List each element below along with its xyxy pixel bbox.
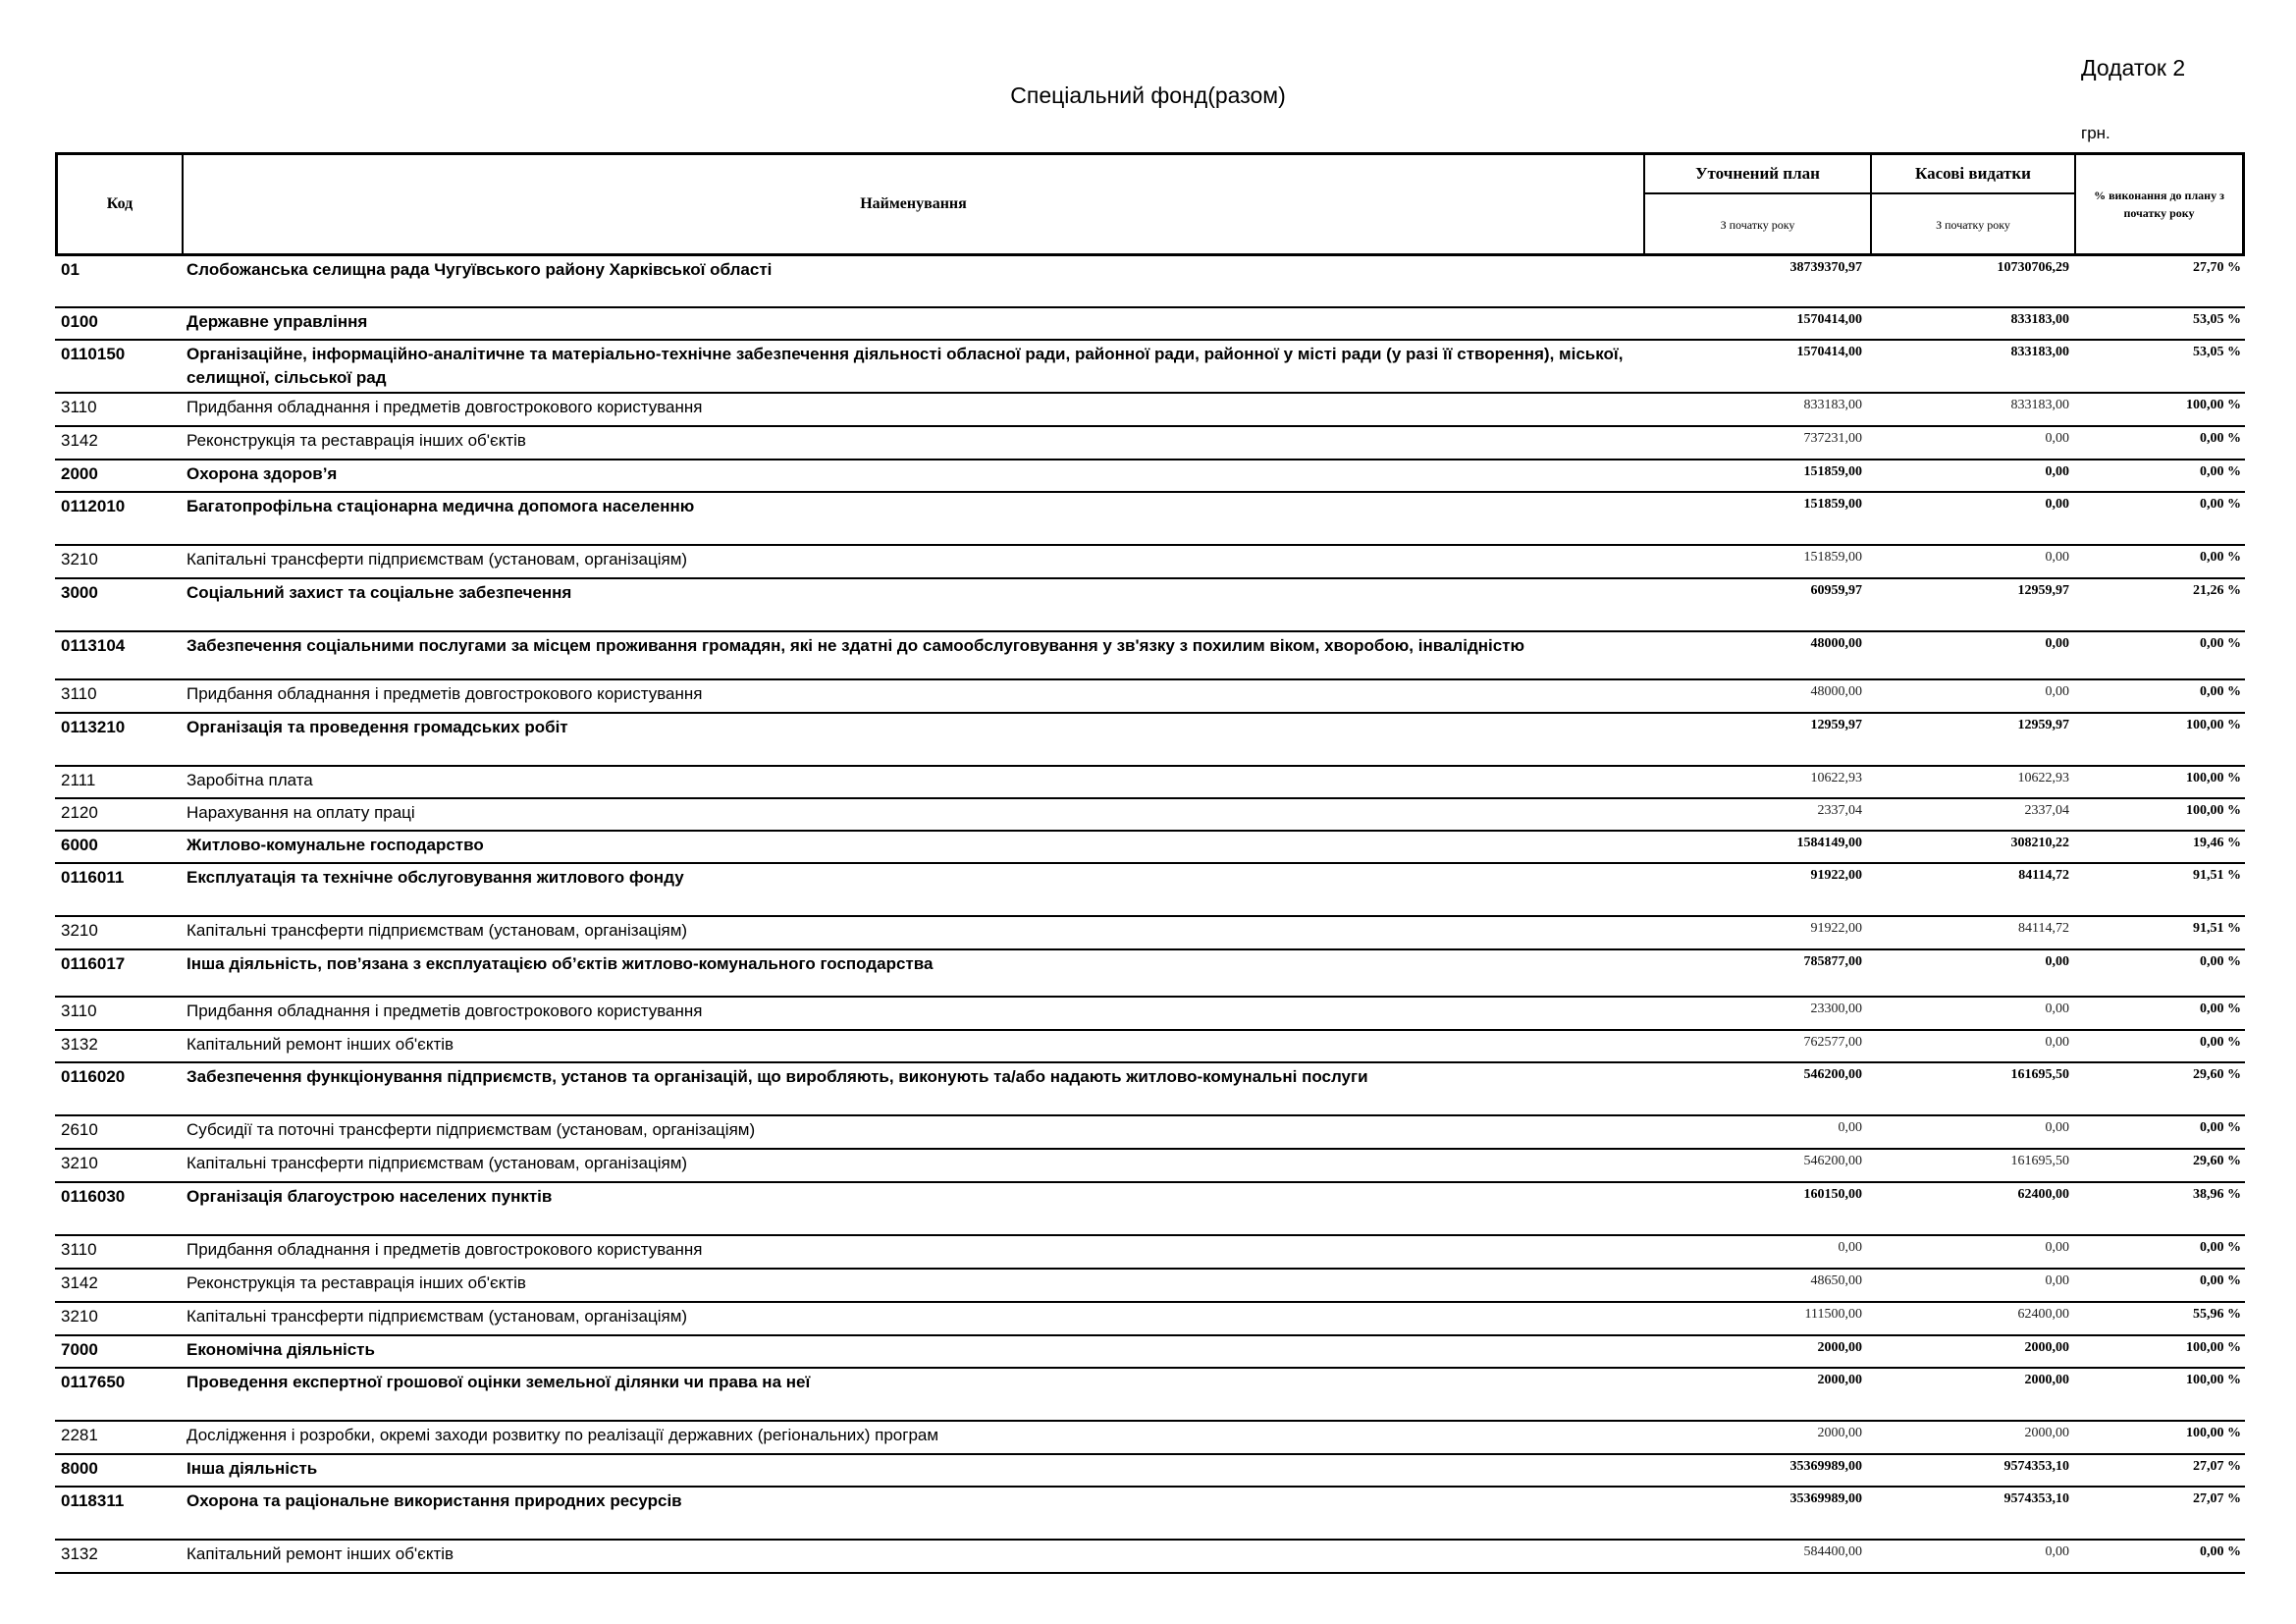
cell-plan: 2000,00 bbox=[1817, 1373, 1862, 1387]
cell-spent: 62400,00 bbox=[2017, 1307, 2069, 1322]
table-row bbox=[55, 1063, 2245, 1116]
cell-pct: 0,00 % bbox=[2200, 464, 2241, 479]
cell-plan: 151859,00 bbox=[1803, 550, 1862, 565]
cell-spent: 161695,50 bbox=[2010, 1154, 2069, 1168]
cell-name: Інша діяльність bbox=[187, 1459, 318, 1478]
cell-name: Забезпечення соціальними послугами за місцем проживання громадян, які не здатні до самообслуговування у зв'язку з похилим віком, хворобою, інвалідністю bbox=[187, 636, 1525, 655]
cell-name: Слобожанська селищна рада Чугуївського району Харківської області bbox=[187, 260, 773, 279]
cell-spent: 0,00 bbox=[2045, 954, 2069, 969]
cell-plan: 60959,97 bbox=[1810, 583, 1862, 598]
cell-name: Державне управління bbox=[187, 312, 368, 331]
cell-spent: 84114,72 bbox=[2018, 868, 2069, 883]
cell-spent: 2000,00 bbox=[2024, 1373, 2069, 1387]
cell-plan: 48000,00 bbox=[1810, 684, 1862, 699]
cell-code: 0116011 bbox=[61, 868, 125, 887]
cell-name: Багатопрофільна стаціонарна медична допомога населенню bbox=[187, 497, 695, 515]
cell-spent: 62400,00 bbox=[2017, 1187, 2069, 1202]
cell-pct: 100,00 % bbox=[2186, 1340, 2241, 1355]
cell-pct: 91,51 % bbox=[2193, 868, 2241, 883]
cell-name: Економічна діяльність bbox=[187, 1340, 375, 1359]
header-name: Найменування bbox=[184, 155, 1645, 253]
cell-pct: 0,00 % bbox=[2200, 1120, 2241, 1135]
table-row bbox=[55, 1541, 2245, 1574]
cell-plan: 23300,00 bbox=[1810, 1001, 1862, 1016]
cell-name: Організація та проведення громадських робіт bbox=[187, 718, 568, 736]
cell-spent: 0,00 bbox=[2045, 431, 2069, 446]
appendix-label: Додаток 2 bbox=[2081, 55, 2186, 81]
table-row bbox=[55, 864, 2245, 917]
cell-pct: 38,96 % bbox=[2193, 1187, 2241, 1202]
cell-code: 0116030 bbox=[61, 1187, 126, 1206]
cell-name: Капітальні трансферти підприємствам (установам, організаціям) bbox=[187, 1307, 688, 1326]
cell-pct: 19,46 % bbox=[2193, 836, 2241, 850]
cell-code: 2281 bbox=[61, 1426, 98, 1444]
cell-spent: 84114,72 bbox=[2018, 921, 2069, 936]
table-row bbox=[55, 394, 2245, 427]
table-row bbox=[55, 767, 2245, 799]
table-row bbox=[55, 1270, 2245, 1303]
cell-code: 0113210 bbox=[61, 718, 126, 736]
cell-plan: 151859,00 bbox=[1803, 497, 1862, 512]
table-row bbox=[55, 308, 2245, 341]
cell-plan: 584400,00 bbox=[1803, 1544, 1862, 1559]
cell-name: Соціальний захист та соціальне забезпечення bbox=[187, 583, 572, 602]
cell-pct: 0,00 % bbox=[2200, 1035, 2241, 1050]
cell-plan: 35369989,00 bbox=[1789, 1491, 1862, 1506]
table-row bbox=[55, 546, 2245, 579]
table-row bbox=[55, 579, 2245, 632]
cell-spent: 0,00 bbox=[2045, 636, 2069, 651]
cell-code: 3142 bbox=[61, 1273, 98, 1292]
cell-spent: 0,00 bbox=[2045, 550, 2069, 565]
table-row bbox=[55, 917, 2245, 950]
cell-pct: 0,00 % bbox=[2200, 1001, 2241, 1016]
cell-plan: 111500,00 bbox=[1804, 1307, 1862, 1322]
cell-pct: 29,60 % bbox=[2193, 1154, 2241, 1168]
cell-plan: 546200,00 bbox=[1803, 1154, 1862, 1168]
table-header bbox=[55, 152, 2245, 256]
cell-name: Експлуатація та технічне обслуговування житлового фонду bbox=[187, 868, 684, 887]
cell-spent: 12959,97 bbox=[2017, 583, 2069, 598]
table-row bbox=[55, 1488, 2245, 1541]
table-body bbox=[55, 256, 2245, 1574]
cell-spent: 2337,04 bbox=[2024, 803, 2069, 818]
cell-name: Житлово-комунальне господарство bbox=[187, 836, 484, 854]
cell-plan: 1584149,00 bbox=[1796, 836, 1862, 850]
cell-name: Проведення експертної грошової оцінки земельної ділянки чи права на неї bbox=[187, 1373, 811, 1391]
cell-name: Придбання обладнання і предметів довгострокового користування bbox=[187, 398, 703, 416]
table-row bbox=[55, 460, 2245, 493]
cell-code: 01 bbox=[61, 260, 80, 279]
cell-code: 3210 bbox=[61, 1307, 98, 1326]
cell-spent: 12959,97 bbox=[2017, 718, 2069, 732]
cell-plan: 762577,00 bbox=[1803, 1035, 1862, 1050]
cell-code: 2000 bbox=[61, 464, 98, 483]
table-row bbox=[55, 632, 2245, 680]
cell-pct: 0,00 % bbox=[2200, 1273, 2241, 1288]
table-row bbox=[55, 1236, 2245, 1270]
cell-pct: 55,96 % bbox=[2193, 1307, 2241, 1322]
cell-pct: 100,00 % bbox=[2186, 771, 2241, 785]
cell-name: Забезпечення функціонування підприємств, установ та організацій, що виробляють, виконують та/або надають житлово-комунальні послуги bbox=[187, 1067, 1368, 1086]
cell-pct: 53,05 % bbox=[2193, 312, 2241, 327]
cell-name: Організаційне, інформаційно-аналітичне та матеріально-технічне забезпечення діяльності обласної ради, районної ради, районної у місті ради (у разі її створення), міської, селищної, сільської рад bbox=[187, 345, 1624, 387]
cell-pct: 0,00 % bbox=[2200, 684, 2241, 699]
cell-name: Дослідження і розробки, окремі заходи розвитку по реалізації державних (регіональних) програм bbox=[187, 1426, 939, 1444]
cell-code: 3132 bbox=[61, 1035, 98, 1054]
cell-plan: 1570414,00 bbox=[1796, 345, 1862, 359]
cell-pct: 100,00 % bbox=[2186, 1426, 2241, 1440]
table-row bbox=[55, 714, 2245, 767]
cell-plan: 48000,00 bbox=[1810, 636, 1862, 651]
cell-code: 6000 bbox=[61, 836, 98, 854]
table-row bbox=[55, 1150, 2245, 1183]
cell-pct: 27,07 % bbox=[2193, 1459, 2241, 1474]
cell-spent: 10622,93 bbox=[2017, 771, 2069, 785]
cell-spent: 0,00 bbox=[2045, 684, 2069, 699]
cell-code: 0116020 bbox=[61, 1067, 126, 1086]
cell-spent: 0,00 bbox=[2045, 1120, 2069, 1135]
cell-plan: 91922,00 bbox=[1810, 921, 1862, 936]
cell-code: 0110150 bbox=[61, 345, 126, 363]
cell-pct: 53,05 % bbox=[2193, 345, 2241, 359]
cell-spent: 0,00 bbox=[2045, 1240, 2069, 1255]
budget-table bbox=[55, 152, 2245, 1574]
cell-code: 3110 bbox=[61, 1240, 97, 1259]
cell-plan: 2337,04 bbox=[1817, 803, 1862, 818]
cell-pct: 0,00 % bbox=[2200, 954, 2241, 969]
cell-pct: 29,60 % bbox=[2193, 1067, 2241, 1082]
table-row bbox=[55, 998, 2245, 1031]
cell-pct: 0,00 % bbox=[2200, 1544, 2241, 1559]
cell-name: Капітальні трансферти підприємствам (установам, організаціям) bbox=[187, 1154, 688, 1172]
cell-pct: 27,70 % bbox=[2193, 260, 2241, 275]
cell-plan: 0,00 bbox=[1838, 1240, 1862, 1255]
cell-code: 3142 bbox=[61, 431, 98, 450]
cell-name: Охорона здоров’я bbox=[187, 464, 338, 483]
cell-plan: 2000,00 bbox=[1817, 1426, 1862, 1440]
cell-pct: 0,00 % bbox=[2200, 1240, 2241, 1255]
cell-code: 3210 bbox=[61, 550, 98, 568]
cell-spent: 2000,00 bbox=[2024, 1340, 2069, 1355]
table-row bbox=[55, 799, 2245, 832]
cell-plan: 2000,00 bbox=[1817, 1340, 1862, 1355]
table-row bbox=[55, 1336, 2245, 1369]
cell-name: Організація благоустрою населених пунктів bbox=[187, 1187, 553, 1206]
cell-spent: 2000,00 bbox=[2024, 1426, 2069, 1440]
cell-name: Охорона та раціональне використання природних ресурсів bbox=[187, 1491, 682, 1510]
cell-spent: 9574353,10 bbox=[2003, 1491, 2069, 1506]
cell-plan: 546200,00 bbox=[1803, 1067, 1862, 1082]
table-row bbox=[55, 1031, 2245, 1063]
cell-pct: 0,00 % bbox=[2200, 550, 2241, 565]
cell-code: 0112010 bbox=[61, 497, 126, 515]
table-row bbox=[55, 427, 2245, 460]
table-row bbox=[55, 680, 2245, 714]
cell-spent: 10730706,29 bbox=[1997, 260, 2069, 275]
cell-name: Реконструкція та реставрація інших об'єктів bbox=[187, 431, 526, 450]
table-row bbox=[55, 832, 2245, 864]
cell-plan: 785877,00 bbox=[1803, 954, 1862, 969]
cell-code: 3110 bbox=[61, 398, 97, 416]
cell-spent: 0,00 bbox=[2045, 1544, 2069, 1559]
cell-code: 3110 bbox=[61, 1001, 97, 1020]
cell-code: 0117650 bbox=[61, 1373, 126, 1391]
cell-name: Придбання обладнання і предметів довгострокового користування bbox=[187, 684, 703, 703]
cell-pct: 0,00 % bbox=[2200, 636, 2241, 651]
cell-plan: 151859,00 bbox=[1803, 464, 1862, 479]
header-spent bbox=[1872, 155, 2076, 253]
table-row bbox=[55, 493, 2245, 546]
cell-code: 0100 bbox=[61, 312, 98, 331]
header-percent: % виконання до плану з початку року bbox=[2094, 189, 2224, 220]
cell-spent: 833183,00 bbox=[2010, 398, 2069, 412]
cell-pct: 0,00 % bbox=[2200, 497, 2241, 512]
cell-name: Інша діяльність, пов’язана з експлуатацією об’єктів житлово-комунального господарства bbox=[187, 954, 934, 973]
cell-name: Субсидії та поточні трансферти підприємствам (установам, організаціям) bbox=[187, 1120, 756, 1139]
cell-pct: 100,00 % bbox=[2186, 803, 2241, 818]
cell-pct: 100,00 % bbox=[2186, 398, 2241, 412]
cell-spent: 161695,50 bbox=[2010, 1067, 2069, 1082]
cell-pct: 100,00 % bbox=[2186, 1373, 2241, 1387]
cell-spent: 833183,00 bbox=[2010, 345, 2069, 359]
cell-plan: 12959,97 bbox=[1810, 718, 1862, 732]
header-plan-label: Уточнений план bbox=[1645, 155, 1870, 194]
cell-spent: 0,00 bbox=[2045, 1273, 2069, 1288]
cell-plan: 0,00 bbox=[1838, 1120, 1862, 1135]
cell-plan: 35369989,00 bbox=[1789, 1459, 1862, 1474]
cell-name: Придбання обладнання і предметів довгострокового користування bbox=[187, 1240, 703, 1259]
cell-spent: 308210,22 bbox=[2010, 836, 2069, 850]
cell-code: 2120 bbox=[61, 803, 98, 822]
table-row bbox=[55, 1369, 2245, 1422]
cell-code: 3210 bbox=[61, 921, 98, 940]
cell-code: 7000 bbox=[61, 1340, 98, 1359]
cell-pct: 100,00 % bbox=[2186, 718, 2241, 732]
header-spent-sub: З початку року bbox=[1936, 217, 2010, 232]
page-title: Спеціальний фонд(разом) bbox=[1010, 82, 1286, 108]
cell-spent: 833183,00 bbox=[2010, 312, 2069, 327]
cell-name: Придбання обладнання і предметів довгострокового користування bbox=[187, 1001, 703, 1020]
header-code: Код bbox=[58, 155, 184, 253]
cell-plan: 833183,00 bbox=[1803, 398, 1862, 412]
cell-plan: 1570414,00 bbox=[1796, 312, 1862, 327]
cell-code: 0118311 bbox=[61, 1491, 125, 1510]
cell-spent: 0,00 bbox=[2045, 464, 2069, 479]
cell-code: 3110 bbox=[61, 684, 97, 703]
cell-pct: 21,26 % bbox=[2193, 583, 2241, 598]
cell-plan: 10622,93 bbox=[1810, 771, 1862, 785]
cell-code: 0116017 bbox=[61, 954, 126, 973]
currency-label: грн. bbox=[2081, 124, 2110, 142]
cell-code: 0113104 bbox=[61, 636, 126, 655]
cell-spent: 0,00 bbox=[2045, 1035, 2069, 1050]
table-row bbox=[55, 1183, 2245, 1236]
cell-code: 3210 bbox=[61, 1154, 98, 1172]
cell-name: Реконструкція та реставрація інших об'єктів bbox=[187, 1273, 526, 1292]
table-row bbox=[55, 1455, 2245, 1488]
cell-name: Нарахування на оплату праці bbox=[187, 803, 415, 822]
cell-pct: 0,00 % bbox=[2200, 431, 2241, 446]
cell-plan: 737231,00 bbox=[1803, 431, 1862, 446]
table-row bbox=[55, 341, 2245, 394]
cell-code: 2610 bbox=[61, 1120, 98, 1139]
cell-name: Капітальний ремонт інших об'єктів bbox=[187, 1544, 454, 1563]
cell-name: Заробітна плата bbox=[187, 771, 313, 789]
cell-plan: 160150,00 bbox=[1803, 1187, 1862, 1202]
table-row bbox=[55, 1116, 2245, 1150]
cell-code: 3000 bbox=[61, 583, 98, 602]
table-row bbox=[55, 1303, 2245, 1336]
cell-code: 2111 bbox=[61, 771, 96, 789]
cell-plan: 48650,00 bbox=[1810, 1273, 1862, 1288]
table-row bbox=[55, 1422, 2245, 1455]
cell-pct: 27,07 % bbox=[2193, 1491, 2241, 1506]
cell-name: Капітальний ремонт інших об'єктів bbox=[187, 1035, 454, 1054]
cell-spent: 0,00 bbox=[2045, 1001, 2069, 1016]
header-plan bbox=[1645, 155, 1872, 253]
cell-code: 3132 bbox=[61, 1544, 98, 1563]
cell-plan: 38739370,97 bbox=[1789, 260, 1862, 275]
header-spent-label: Касові видатки bbox=[1872, 155, 2074, 194]
cell-spent: 0,00 bbox=[2045, 497, 2069, 512]
cell-code: 8000 bbox=[61, 1459, 98, 1478]
cell-name: Капітальні трансферти підприємствам (установам, організаціям) bbox=[187, 550, 688, 568]
cell-pct: 91,51 % bbox=[2193, 921, 2241, 936]
header-plan-sub: З початку року bbox=[1720, 217, 1795, 232]
cell-name: Капітальні трансферти підприємствам (установам, організаціям) bbox=[187, 921, 688, 940]
table-row bbox=[55, 950, 2245, 998]
cell-plan: 91922,00 bbox=[1810, 868, 1862, 883]
cell-spent: 9574353,10 bbox=[2003, 1459, 2069, 1474]
table-row bbox=[55, 256, 2245, 308]
